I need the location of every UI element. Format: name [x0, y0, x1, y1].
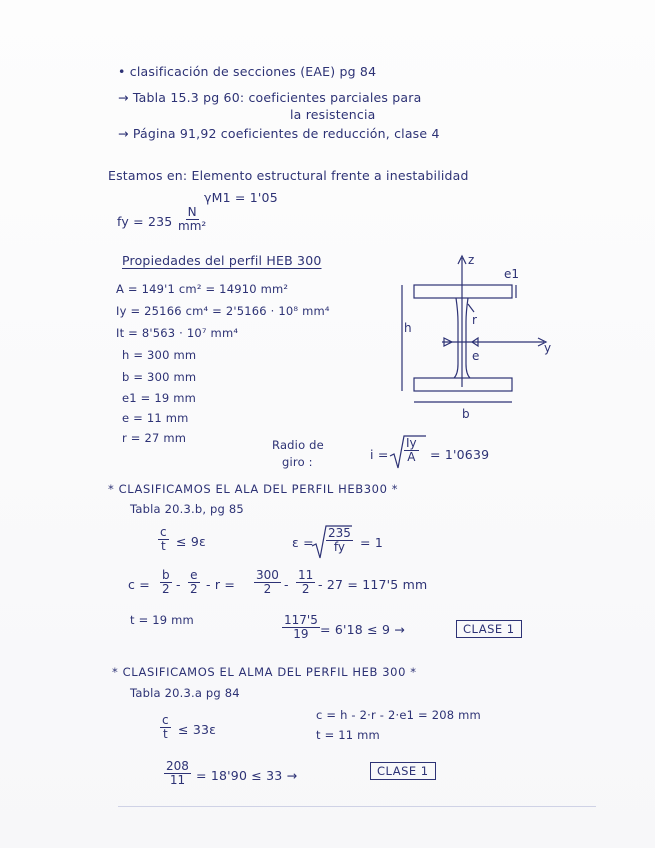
eps-left: ε = [292, 535, 314, 550]
radio-num: Iy [406, 436, 417, 450]
eps-frac [326, 527, 353, 554]
v300-num: 300 [256, 568, 279, 582]
prop-h: h = 300 mm [122, 348, 197, 362]
r-pointer [468, 304, 474, 312]
note-line-2b: la resistencia [290, 107, 376, 122]
b2-den: 2 [162, 582, 170, 597]
ala-c-result: - 27 = 117'5 mm [318, 577, 428, 592]
ala-cond-den: t [160, 539, 166, 554]
alma-heading: * CLASIFICAMOS EL ALMA DEL PERFIL HEB 300 * [112, 665, 417, 679]
top-flange [414, 285, 512, 298]
alma-ratio-frac [164, 760, 191, 787]
eps-right: = 1 [360, 535, 383, 550]
b-label: b [462, 407, 470, 421]
heb-diagram [392, 252, 562, 422]
z-label: z [468, 253, 475, 267]
alma-ratio-right: = 18'90 ≤ 33 → [196, 768, 298, 783]
alma-cond-right: ≤ 33ε [178, 722, 217, 737]
prop-b: b = 300 mm [122, 370, 197, 384]
v300-den: 2 [263, 582, 272, 597]
ala-ratio-frac [282, 614, 320, 641]
ala-heading: * CLASIFICAMOS EL ALA DEL PERFIL HEB300 * [108, 482, 399, 496]
ala-cond-right: ≤ 9ε [176, 534, 206, 549]
fy-units [176, 206, 208, 233]
fy-units-den: mm² [178, 219, 207, 234]
prop-it: It = 8'563 · 10⁷ mm⁴ [116, 326, 239, 340]
prop-iy: Iy = 25166 cm⁴ = 2'5166 · 10⁸ mm⁴ [116, 304, 330, 318]
e1-label: e1 [504, 267, 520, 281]
ala-cond-num: c [160, 525, 167, 539]
ala-ratio-den: 19 [293, 627, 309, 642]
alma-clase-box: CLASE 1 [370, 762, 436, 780]
alma-ratio-den: 11 [169, 773, 186, 788]
alma-c-line: c = h - 2·r - 2·e1 = 208 mm [316, 708, 481, 722]
prop-area: A = 149'1 cm² = 14910 mm² [116, 282, 289, 296]
v300-frac [254, 569, 281, 596]
e2-num: e [190, 568, 198, 582]
b2-num: b [162, 568, 170, 582]
ala-c-left: c = [128, 577, 150, 592]
e2-den: 2 [190, 582, 198, 597]
page-bottom-rule [118, 806, 596, 807]
ala-ratio-right: = 6'18 ≤ 9 → [320, 622, 405, 637]
web-right [466, 298, 470, 378]
web-left [454, 298, 458, 378]
ala-minus-1: - [176, 577, 181, 592]
alma-tabla: Tabla 20.3.a pg 84 [130, 686, 240, 700]
v11-frac [296, 569, 315, 596]
prop-e1: e1 = 19 mm [122, 391, 197, 405]
ala-cond-frac [158, 526, 169, 553]
b2-frac [160, 569, 172, 596]
ala-clase-box: CLASE 1 [456, 620, 522, 638]
r-label: r [472, 313, 477, 327]
radio-label-1: Radio de [272, 438, 324, 452]
v11-num: 11 [298, 568, 314, 582]
fy-units-num: N [187, 205, 197, 219]
properties-title: Propiedades del perfil HEB 300 [122, 253, 322, 268]
ala-t-line: t = 19 mm [130, 613, 194, 627]
alma-cond-frac [160, 714, 171, 741]
bottom-flange [414, 378, 512, 391]
estamos-line: Estamos en: Elemento estructural frente a inestabilidad [108, 168, 469, 183]
y-label: y [544, 341, 552, 355]
radio-label-2: giro : [282, 455, 313, 469]
radio-frac [404, 437, 419, 464]
alma-t-line: t = 11 mm [316, 728, 380, 742]
ala-tabla: Tabla 20.3.b, pg 85 [130, 502, 244, 516]
alma-ratio-num: 208 [166, 759, 189, 773]
radio-den: A [407, 450, 416, 465]
alma-cond-num: c [162, 713, 169, 727]
eps-num: 235 [328, 526, 351, 540]
prop-e: e = 11 mm [122, 411, 189, 425]
prop-r: r = 27 mm [122, 431, 187, 445]
h-label: h [404, 321, 412, 335]
eps-den: fy [333, 540, 346, 555]
ala-ratio-num: 117'5 [284, 613, 318, 627]
radio-i: i = [370, 447, 389, 462]
e2-frac [188, 569, 200, 596]
e-label: e [472, 349, 480, 363]
note-line-2: → Tabla 15.3 pg 60: coeficientes parciales para [118, 90, 422, 105]
gamma-line: γM1 = 1'05 [204, 190, 278, 205]
note-line-3: → Página 91,92 coeficientes de reducción, clase 4 [118, 126, 440, 141]
radio-result: = 1'0639 [430, 447, 490, 462]
v11-den: 2 [301, 582, 310, 597]
note-line-1: • clasificación de secciones (EAE) pg 84 [118, 64, 377, 79]
ala-minus-r: - r = [206, 577, 236, 592]
alma-cond-den: t [162, 727, 168, 742]
ala-minus-2: - [284, 577, 289, 592]
fy-line: fy = 235 [117, 214, 173, 229]
